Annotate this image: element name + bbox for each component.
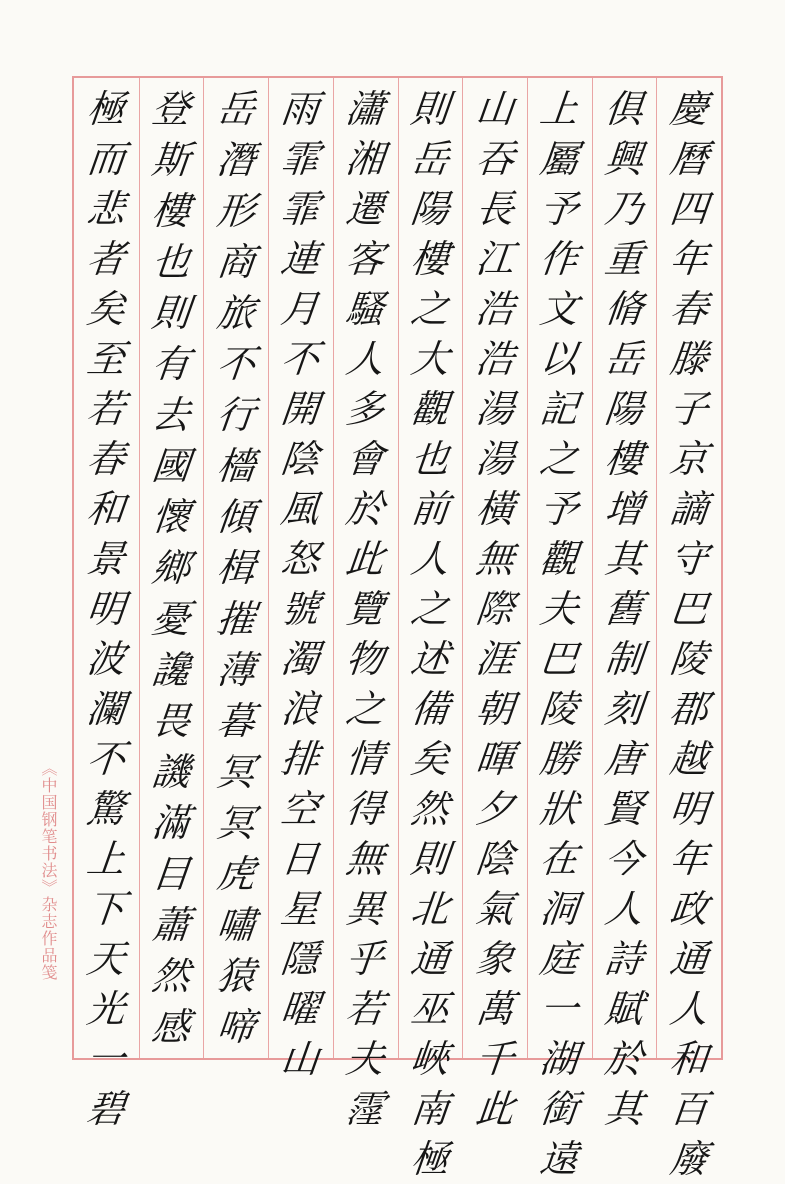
calligraphy-character: 形	[214, 189, 258, 233]
calligraphy-character: 隱	[279, 937, 322, 981]
calligraphy-character: 無	[473, 537, 516, 581]
text-column-9	[139, 84, 204, 1052]
calligraphy-character: 曜	[279, 987, 322, 1031]
calligraphy-character: 屬	[537, 137, 581, 181]
calligraphy-character: 以	[537, 337, 581, 381]
calligraphy-character: 文	[537, 287, 581, 331]
calligraphy-character: 覽	[343, 587, 387, 631]
calligraphy-character: 明	[667, 787, 710, 831]
calligraphy-character: 象	[473, 937, 516, 981]
calligraphy-character: 客	[343, 237, 387, 281]
calligraphy-character: 陵	[537, 687, 581, 731]
calligraphy-character: 制	[602, 637, 646, 681]
calligraphy-character: 郡	[667, 687, 710, 731]
calligraphy-character: 暮	[214, 699, 258, 743]
calligraphy-character: 楫	[214, 546, 258, 590]
calligraphy-character: 則	[408, 837, 452, 881]
calligraphy-character: 不	[85, 737, 128, 781]
calligraphy-character: 通	[667, 937, 710, 981]
calligraphy-character: 遠	[537, 1137, 581, 1181]
calligraphy-character: 然	[149, 954, 193, 998]
calligraphy-character: 開	[279, 387, 322, 431]
calligraphy-character: 光	[85, 987, 128, 1031]
calligraphy-character: 人	[602, 887, 646, 931]
calligraphy-character: 若	[343, 987, 387, 1031]
text-column-1	[656, 84, 721, 1181]
text-column-6	[333, 84, 398, 1131]
calligraphy-character: 則	[149, 291, 193, 335]
calligraphy-character: 波	[85, 637, 128, 681]
calligraphy-character: 夫	[537, 587, 581, 631]
calligraphy-character: 上	[537, 87, 581, 131]
calligraphy-character: 登	[149, 87, 193, 131]
calligraphy-character: 謫	[667, 487, 710, 531]
calligraphy-character: 人	[408, 537, 452, 581]
calligraphy-character: 湯	[473, 437, 516, 481]
calligraphy-character: 憂	[149, 597, 193, 641]
calligraphy-character: 此	[343, 537, 387, 581]
calligraphy-character: 若	[85, 387, 128, 431]
calligraphy-character: 物	[343, 637, 387, 681]
calligraphy-character: 則	[408, 87, 452, 131]
calligraphy-character: 極	[85, 87, 128, 131]
calligraphy-character: 湘	[343, 137, 387, 181]
calligraphy-character: 啼	[214, 1005, 258, 1049]
calligraphy-character: 月	[279, 287, 322, 331]
calligraphy-character: 予	[537, 187, 581, 231]
calligraphy-character: 峽	[408, 1037, 452, 1081]
calligraphy-character: 乎	[343, 937, 387, 981]
calligraphy-character: 通	[408, 937, 452, 981]
calligraphy-character: 星	[279, 887, 322, 931]
text-column-3	[527, 84, 592, 1181]
calligraphy-character: 重	[602, 237, 646, 281]
calligraphy-character: 夫	[343, 1037, 387, 1081]
calligraphy-character: 霪	[343, 1087, 387, 1131]
calligraphy-character: 際	[473, 587, 516, 631]
calligraphy-character: 一	[85, 1037, 128, 1081]
calligraphy-character: 之	[408, 287, 452, 331]
calligraphy-character: 猿	[214, 954, 258, 998]
calligraphy-character: 陵	[667, 637, 710, 681]
calligraphy-character: 銜	[537, 1087, 581, 1131]
calligraphy-character: 至	[85, 337, 128, 381]
calligraphy-character: 浩	[473, 337, 516, 381]
calligraphy-character: 斯	[149, 138, 193, 182]
calligraphy-character: 山	[473, 87, 516, 131]
calligraphy-character: 天	[85, 937, 128, 981]
calligraphy-character: 之	[343, 687, 387, 731]
calligraphy-character: 此	[473, 1087, 516, 1131]
calligraphy-character: 其	[602, 537, 646, 581]
calligraphy-character: 守	[667, 537, 710, 581]
calligraphy-character: 和	[85, 487, 128, 531]
calligraphy-character: 勝	[537, 737, 581, 781]
calligraphy-character: 湖	[537, 1037, 581, 1081]
text-column-5	[398, 84, 463, 1181]
calligraphy-character: 目	[149, 852, 193, 896]
calligraphy-character: 百	[667, 1087, 710, 1131]
calligraphy-character: 脩	[602, 287, 646, 331]
calligraphy-character: 刻	[602, 687, 646, 731]
calligraphy-character: 浩	[473, 287, 516, 331]
calligraphy-character: 雨	[279, 87, 322, 131]
calligraphy-character: 騷	[343, 287, 387, 331]
calligraphy-character: 風	[279, 487, 322, 531]
calligraphy-character: 潛	[214, 138, 258, 182]
calligraphy-character: 上	[85, 837, 128, 881]
calligraphy-character: 乃	[602, 187, 646, 231]
calligraphy-character: 於	[602, 1037, 646, 1081]
calligraphy-character: 摧	[214, 597, 258, 641]
calligraphy-character: 岳	[214, 87, 258, 131]
calligraphy-character: 曆	[667, 137, 710, 181]
calligraphy-character: 人	[667, 987, 710, 1031]
calligraphy-character: 政	[667, 887, 710, 931]
calligraphy-character: 涯	[473, 637, 516, 681]
calligraphy-character: 景	[85, 537, 128, 581]
calligraphy-character: 觀	[537, 537, 581, 581]
calligraphy-character: 排	[279, 737, 322, 781]
calligraphy-character: 瀾	[85, 687, 128, 731]
calligraphy-character: 述	[408, 637, 452, 681]
calligraphy-character: 詩	[602, 937, 646, 981]
calligraphy-character: 於	[343, 487, 387, 531]
calligraphy-character: 讒	[149, 648, 193, 692]
calligraphy-character: 商	[214, 240, 258, 284]
calligraphy-character: 南	[408, 1087, 452, 1131]
calligraphy-character: 而	[85, 137, 128, 181]
calligraphy-character: 暉	[473, 737, 516, 781]
calligraphy-character: 行	[214, 393, 258, 437]
calligraphy-character: 空	[279, 787, 322, 831]
calligraphy-character: 譏	[149, 750, 193, 794]
writing-paper-frame	[72, 76, 723, 1181]
calligraphy-character: 情	[343, 737, 387, 781]
calligraphy-character: 今	[602, 837, 646, 881]
calligraphy-character: 明	[85, 587, 128, 631]
calligraphy-character: 陽	[602, 387, 646, 431]
calligraphy-character: 四	[667, 187, 710, 231]
calligraphy-character: 號	[279, 587, 322, 631]
calligraphy-character: 岳	[602, 337, 646, 381]
text-column-8	[203, 84, 268, 1052]
calligraphy-character: 夕	[473, 787, 516, 831]
calligraphy-character: 作	[537, 237, 581, 281]
text-column-10	[74, 84, 139, 1131]
calligraphy-character: 朝	[473, 687, 516, 731]
calligraphy-character: 瀟	[343, 87, 387, 131]
paper-caption: 《中国钢笔书法》杂志作品笺	[39, 760, 58, 981]
calligraphy-character: 不	[214, 342, 258, 386]
calligraphy-character: 狀	[537, 787, 581, 831]
calligraphy-character: 庭	[537, 937, 581, 981]
calligraphy-character: 者	[85, 237, 128, 281]
calligraphy-character: 春	[85, 437, 128, 481]
calligraphy-character: 江	[473, 237, 516, 281]
calligraphy-character: 之	[537, 437, 581, 481]
calligraphy-character: 感	[149, 1005, 193, 1049]
calligraphy-character: 畏	[149, 699, 193, 743]
calligraphy-character: 檣	[214, 444, 258, 488]
calligraphy-character: 舊	[602, 587, 646, 631]
calligraphy-character: 年	[667, 237, 710, 281]
calligraphy-character: 陰	[279, 437, 322, 481]
calligraphy-character: 虎	[214, 852, 258, 896]
calligraphy-character: 樓	[408, 237, 452, 281]
calligraphy-character: 子	[667, 387, 710, 431]
calligraphy-character: 前	[408, 487, 452, 531]
calligraphy-character: 其	[602, 1087, 646, 1131]
calligraphy-character: 賦	[602, 987, 646, 1031]
calligraphy-character: 矣	[85, 287, 128, 331]
calligraphy-character: 薄	[214, 648, 258, 692]
calligraphy-character: 增	[602, 487, 646, 531]
calligraphy-character: 國	[149, 444, 193, 488]
calligraphy-character: 岳	[408, 137, 452, 181]
text-column-7	[268, 84, 333, 1081]
calligraphy-character: 滿	[149, 801, 193, 845]
calligraphy-character: 霏	[279, 187, 322, 231]
calligraphy-character: 極	[408, 1137, 452, 1181]
calligraphy-character: 連	[279, 237, 322, 281]
calligraphy-character: 在	[537, 837, 581, 881]
calligraphy-character: 廢	[667, 1137, 710, 1181]
calligraphy-character: 也	[149, 240, 193, 284]
calligraphy-character: 橫	[473, 487, 516, 531]
calligraphy-character: 鄉	[149, 546, 193, 590]
calligraphy-character: 慶	[667, 87, 710, 131]
calligraphy-character: 浪	[279, 687, 322, 731]
calligraphy-character: 洞	[537, 887, 581, 931]
calligraphy-character: 春	[667, 287, 710, 331]
calligraphy-character: 會	[343, 437, 387, 481]
calligraphy-character: 旅	[214, 291, 258, 335]
calligraphy-character: 不	[279, 337, 322, 381]
calligraphy-character: 大	[408, 337, 452, 381]
calligraphy-character: 矣	[408, 737, 452, 781]
calligraphy-character: 予	[537, 487, 581, 531]
calligraphy-character: 越	[667, 737, 710, 781]
calligraphy-character: 濁	[279, 637, 322, 681]
calligraphy-character: 樓	[149, 189, 193, 233]
calligraphy-character: 遷	[343, 187, 387, 231]
calligraphy-character: 一	[537, 987, 581, 1031]
calligraphy-character: 巴	[667, 587, 710, 631]
calligraphy-character: 唐	[602, 737, 646, 781]
calligraphy-character: 萬	[473, 987, 516, 1031]
calligraphy-character: 懷	[149, 495, 193, 539]
calligraphy-character: 記	[537, 387, 581, 431]
calligraphy-character: 冥	[214, 750, 258, 794]
calligraphy-character: 多	[343, 387, 387, 431]
calligraphy-character: 嘯	[214, 903, 258, 947]
calligraphy-character: 驚	[85, 787, 128, 831]
calligraphy-character: 蕭	[149, 903, 193, 947]
calligraphy-character: 冥	[214, 801, 258, 845]
calligraphy-character: 巫	[408, 987, 452, 1031]
calligraphy-character: 無	[343, 837, 387, 881]
calligraphy-character: 霏	[279, 137, 322, 181]
calligraphy-character: 之	[408, 587, 452, 631]
calligraphy-character: 和	[667, 1037, 710, 1081]
text-column-4	[462, 84, 527, 1131]
calligraphy-character: 山	[279, 1037, 322, 1081]
calligraphy-character: 去	[149, 393, 193, 437]
calligraphy-character: 吞	[473, 137, 516, 181]
calligraphy-character: 怒	[279, 537, 322, 581]
calligraphy-character: 年	[667, 837, 710, 881]
calligraphy-character: 陽	[408, 187, 452, 231]
calligraphy-character: 也	[408, 437, 452, 481]
calligraphy-character: 湯	[473, 387, 516, 431]
calligraphy-character: 陰	[473, 837, 516, 881]
calligraphy-character: 滕	[667, 337, 710, 381]
calligraphy-character: 觀	[408, 387, 452, 431]
calligraphy-character: 京	[667, 437, 710, 481]
calligraphy-character: 賢	[602, 787, 646, 831]
calligraphy-character: 人	[343, 337, 387, 381]
calligraphy-character: 然	[408, 787, 452, 831]
calligraphy-character: 備	[408, 687, 452, 731]
calligraphy-character: 長	[473, 187, 516, 231]
text-column-2	[592, 84, 657, 1131]
calligraphy-character: 碧	[85, 1087, 128, 1131]
calligraphy-character: 興	[602, 137, 646, 181]
calligraphy-character: 北	[408, 887, 452, 931]
calligraphy-character: 悲	[85, 187, 128, 231]
calligraphy-character: 有	[149, 342, 193, 386]
calligraphy-character: 傾	[214, 495, 258, 539]
calligraphy-character: 氣	[473, 887, 516, 931]
calligraphy-character: 下	[85, 887, 128, 931]
calligraphy-character: 得	[343, 787, 387, 831]
calligraphy-character: 日	[279, 837, 322, 881]
calligraphy-character: 千	[473, 1037, 516, 1081]
calligraphy-character: 巴	[537, 637, 581, 681]
calligraphy-character: 異	[343, 887, 387, 931]
calligraphy-character: 樓	[602, 437, 646, 481]
calligraphy-character: 俱	[602, 87, 646, 131]
